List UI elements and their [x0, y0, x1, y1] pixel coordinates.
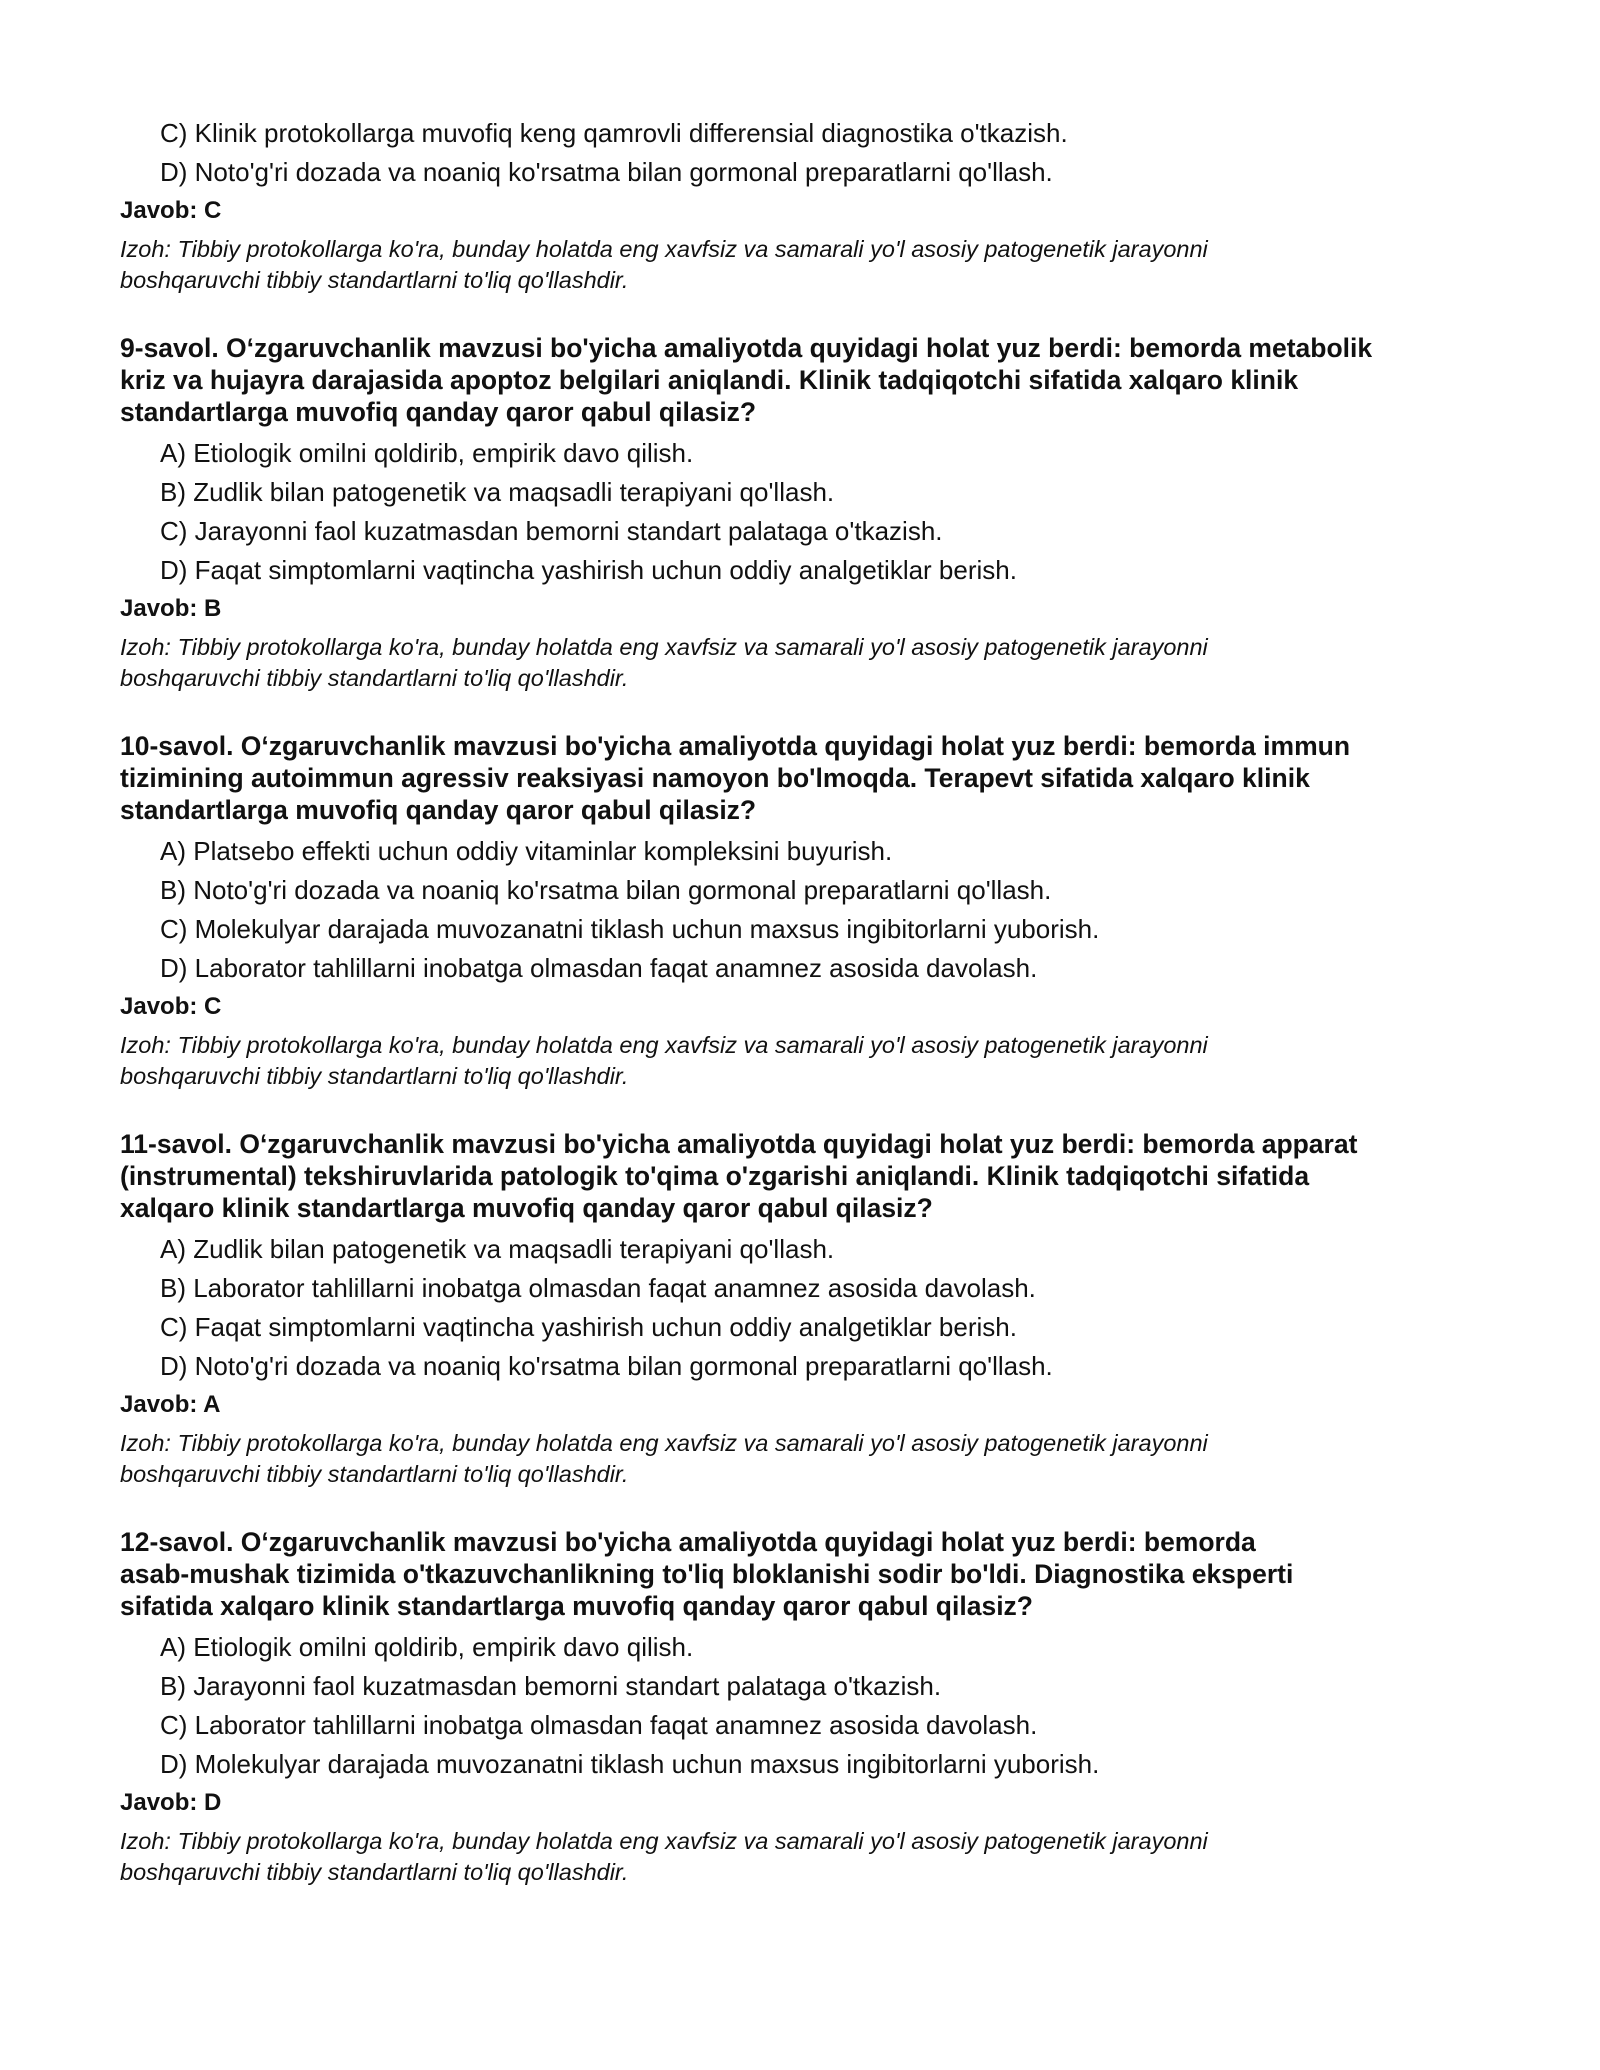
option-b: B) Jarayonni faol kuzatmasdan bemorni standart palataga o'tkazish. [160, 1671, 942, 1701]
answer-label: Javob: D [120, 1789, 222, 1816]
question-line: standartlarga muvofiq qanday qaror qabul qilasiz? [120, 795, 757, 825]
note-line: boshqaruvchi tibbiy standartlarni to'liq qo'llashdir. [120, 267, 629, 293]
answer-label: Javob: B [120, 595, 222, 622]
question-text [120, 730, 1500, 826]
question-line: asab-mushak tizimida o'tkazuvchanlikning to'liq bloklanishi sodir bo'ldi. Diagnostika eksperti [120, 1559, 1294, 1589]
option-c: C) Jarayonni faol kuzatmasdan bemorni standart palataga o'tkazish. [160, 516, 943, 546]
note-line: boshqaruvchi tibbiy standartlarni to'liq qo'llashdir. [120, 1063, 629, 1089]
explanation-note [120, 234, 1500, 296]
answer-label: Javob: C [120, 197, 222, 224]
option-b: B) Zudlik bilan patogenetik va maqsadli terapiyani qo'llash. [160, 477, 835, 507]
option-c: C) Molekulyar darajada muvozanatni tiklash uchun maxsus ingibitorlarni yuborish. [160, 914, 1100, 944]
answer-label: Javob: C [120, 993, 222, 1020]
question-line: xalqaro klinik standartlarga muvofiq qanday qaror qabul qilasiz? [120, 1193, 933, 1223]
explanation-note [120, 1826, 1500, 1888]
question-11 [120, 1128, 1500, 1490]
question-line: 11-savol. O‘zgaruvchanlik mavzusi bo'yicha amaliyotda quyidagi holat yuz berdi: bemorda apparat [120, 1129, 1358, 1159]
option-a: A) Etiologik omilni qoldirib, empirik davo qilish. [160, 1632, 694, 1662]
document-page [120, 118, 1500, 1888]
question-9 [120, 332, 1500, 694]
question-line: sifatida xalqaro klinik standartlarga muvofiq qanday qaror qabul qilasiz? [120, 1591, 1033, 1621]
option-d: D) Noto'g'ri dozada va noaniq ko'rsatma bilan gormonal preparatlarni qo'llash. [160, 1351, 1053, 1381]
question-line: kriz va hujayra darajasida apoptoz belgilari aniqlandi. Klinik tadqiqotchi sifatida xalqaro klinik [120, 365, 1299, 395]
option-c: C) Laborator tahlillarni inobatga olmasdan faqat anamnez asosida davolash. [160, 1710, 1038, 1740]
note-line: Izoh: Tibbiy protokollarga ko'ra, bunday holatda eng xavfsiz va samarali yo'l asosiy patogenetik jarayonni [120, 1032, 1208, 1058]
question-line: 10-savol. O‘zgaruvchanlik mavzusi bo'yicha amaliyotda quyidagi holat yuz berdi: bemorda immun [120, 731, 1351, 761]
note-line: boshqaruvchi tibbiy standartlarni to'liq qo'llashdir. [120, 1859, 629, 1885]
question-line: (instrumental) tekshiruvlarida patologik to'qima o'zgarishi aniqlandi. Klinik tadqiqotchi sifatida [120, 1161, 1310, 1191]
note-line: boshqaruvchi tibbiy standartlarni to'liq qo'llashdir. [120, 665, 629, 691]
note-line: Izoh: Tibbiy protokollarga ko'ra, bunday holatda eng xavfsiz va samarali yo'l asosiy patogenetik jarayonni [120, 1430, 1208, 1456]
option-a: A) Etiologik omilni qoldirib, empirik davo qilish. [160, 438, 694, 468]
option-c: C) Klinik protokollarga muvofiq keng qamrovli differensial diagnostika o'tkazish. [160, 118, 1068, 148]
question-line: 9-savol. O‘zgaruvchanlik mavzusi bo'yicha amaliyotda quyidagi holat yuz berdi: bemorda metabolik [120, 333, 1373, 363]
option-d: D) Noto'g'ri dozada va noaniq ko'rsatma bilan gormonal preparatlarni qo'llash. [160, 157, 1053, 187]
question-line: 12-savol. O‘zgaruvchanlik mavzusi bo'yicha amaliyotda quyidagi holat yuz berdi: bemorda [120, 1527, 1256, 1557]
option-a: A) Zudlik bilan patogenetik va maqsadli terapiyani qo'llash. [160, 1234, 835, 1264]
option-a: A) Platsebo effekti uchun oddiy vitaminlar kompleksini buyurish. [160, 836, 893, 866]
option-c: C) Faqat simptomlarni vaqtincha yashirish uchun oddiy analgetiklar berish. [160, 1312, 1017, 1342]
option-b: B) Noto'g'ri dozada va noaniq ko'rsatma bilan gormonal preparatlarni qo'llash. [160, 875, 1052, 905]
note-line: Izoh: Tibbiy protokollarga ko'ra, bunday holatda eng xavfsiz va samarali yo'l asosiy patogenetik jarayonni [120, 634, 1208, 660]
question-8-continuation [120, 118, 1500, 296]
explanation-note [120, 1428, 1500, 1490]
note-line: Izoh: Tibbiy protokollarga ko'ra, bunday holatda eng xavfsiz va samarali yo'l asosiy patogenetik jarayonni [120, 236, 1208, 262]
question-12 [120, 1526, 1500, 1888]
explanation-note [120, 1030, 1500, 1092]
note-line: boshqaruvchi tibbiy standartlarni to'liq qo'llashdir. [120, 1461, 629, 1487]
explanation-note [120, 632, 1500, 694]
option-d: D) Laborator tahlillarni inobatga olmasdan faqat anamnez asosida davolash. [160, 953, 1038, 983]
note-line: Izoh: Tibbiy protokollarga ko'ra, bunday holatda eng xavfsiz va samarali yo'l asosiy patogenetik jarayonni [120, 1828, 1208, 1854]
question-text [120, 1526, 1500, 1622]
question-line: tizimining autoimmun agressiv reaksiyasi namoyon bo'lmoqda. Terapevt sifatida xalqaro klinik [120, 763, 1310, 793]
option-d: D) Molekulyar darajada muvozanatni tiklash uchun maxsus ingibitorlarni yuborish. [160, 1749, 1100, 1779]
option-d: D) Faqat simptomlarni vaqtincha yashirish uchun oddiy analgetiklar berish. [160, 555, 1017, 585]
answer-label: Javob: A [120, 1391, 221, 1418]
option-b: B) Laborator tahlillarni inobatga olmasdan faqat anamnez asosida davolash. [160, 1273, 1036, 1303]
question-text [120, 1128, 1500, 1224]
question-10 [120, 730, 1500, 1092]
question-line: standartlarga muvofiq qanday qaror qabul qilasiz? [120, 397, 757, 427]
question-text [120, 332, 1500, 428]
